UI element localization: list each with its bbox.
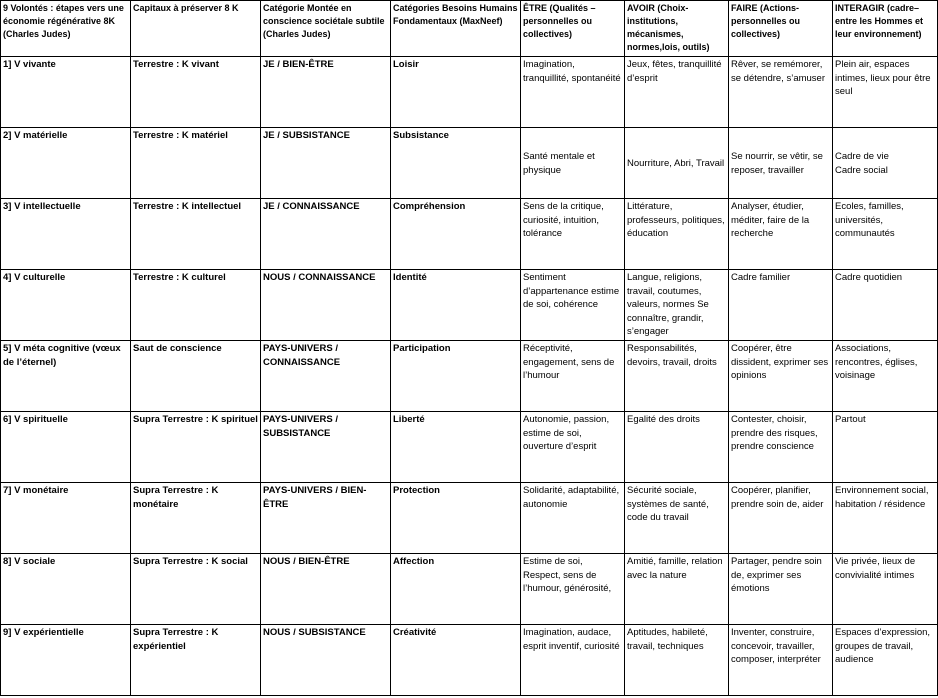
cell-avoir: Aptitudes, habileté, travail, techniques xyxy=(625,625,729,696)
cell-etre: Imagination, audace, esprit inventif, curiosité xyxy=(521,625,625,696)
cell-avoir: Sécurité sociale, systèmes de santé, code du travail xyxy=(625,483,729,554)
table-row xyxy=(1,199,938,270)
cell-besoin: Subsistance xyxy=(391,128,521,199)
cell-categorie: NOUS / BIEN-ÊTRE xyxy=(261,554,391,625)
header-faire: FAIRE (Actions- personnelles ou collectives) xyxy=(729,1,833,57)
header-volonte: 9 Volontés : étapes vers une économie régénérative 8K (Charles Judes) xyxy=(1,1,131,57)
cell-faire: Se nourrir, se vêtir, se reposer, travailler xyxy=(729,128,833,199)
cell-etre: Santé mentale et physique xyxy=(521,128,625,199)
cell-capital: Supra Terrestre : K social xyxy=(131,554,261,625)
table-row xyxy=(1,270,938,341)
cell-faire: Coopérer, être dissident, exprimer ses opinions xyxy=(729,341,833,412)
table-row xyxy=(1,483,938,554)
cell-etre: Autonomie, passion, estime de soi, ouverture d’esprit xyxy=(521,412,625,483)
cell-faire: Inventer, construire, concevoir, travailler, composer, interpréter xyxy=(729,625,833,696)
cell-avoir: Responsabilités, devoirs, travail, droits xyxy=(625,341,729,412)
cell-interagir: Associations, rencontres, églises, voisinage xyxy=(833,341,938,412)
cell-categorie: JE / CONNAISSANCE xyxy=(261,199,391,270)
header-row xyxy=(1,1,938,57)
cell-avoir: Nourriture, Abri, Travail xyxy=(625,128,729,199)
cell-categorie: NOUS / SUBSISTANCE xyxy=(261,625,391,696)
cell-capital: Supra Terrestre : K monétaire xyxy=(131,483,261,554)
cell-etre: Sens de la critique, curiosité, intuition, tolérance xyxy=(521,199,625,270)
cell-categorie: PAYS-UNIVERS / CONNAISSANCE xyxy=(261,341,391,412)
cell-besoin: Créativité xyxy=(391,625,521,696)
cell-categorie: JE / BIEN-ÊTRE xyxy=(261,57,391,128)
cell-capital: Terrestre : K matériel xyxy=(131,128,261,199)
cell-capital: Terrestre : K culturel xyxy=(131,270,261,341)
cell-interagir: Partout xyxy=(833,412,938,483)
cell-volonte: 5] V méta cognitive (vœux de l’éternel) xyxy=(1,341,131,412)
header-interagir: INTERAGIR (cadre– entre les Hommes et leur environnement) xyxy=(833,1,938,57)
cell-capital: Supra Terrestre : K expérientiel xyxy=(131,625,261,696)
cell-categorie: PAYS-UNIVERS / BIEN-ÊTRE xyxy=(261,483,391,554)
cell-volonte: 1] V vivante xyxy=(1,57,131,128)
header-besoin: Catégories Besoins Humains Fondamentaux (MaxNeef) xyxy=(391,1,521,57)
cell-besoin: Loisir xyxy=(391,57,521,128)
cell-capital: Terrestre : K intellectuel xyxy=(131,199,261,270)
table-row xyxy=(1,128,938,199)
cell-etre: Imagination, tranquillité, spontanéité xyxy=(521,57,625,128)
cell-avoir: Langue, religions, travail, coutumes, valeurs, normes Se connaître, grandir, s’engager xyxy=(625,270,729,341)
cell-interagir: Ecoles, familles, universités, communautés xyxy=(833,199,938,270)
cell-etre: Sentiment d’appartenance estime de soi, cohérence xyxy=(521,270,625,341)
table-row xyxy=(1,625,938,696)
cell-volonte: 6] V spirituelle xyxy=(1,412,131,483)
table-row xyxy=(1,412,938,483)
cell-interagir: Cadre quotidien xyxy=(833,270,938,341)
cell-volonte: 2] V matérielle xyxy=(1,128,131,199)
cell-interagir: Espaces d’expression, groupes de travail, audience xyxy=(833,625,938,696)
cell-capital: Supra Terrestre : K spirituel xyxy=(131,412,261,483)
cell-categorie: PAYS-UNIVERS / SUBSISTANCE xyxy=(261,412,391,483)
cell-faire: Analyser, étudier, méditer, faire de la recherche xyxy=(729,199,833,270)
cell-besoin: Protection xyxy=(391,483,521,554)
cell-besoin: Identité xyxy=(391,270,521,341)
cell-faire: Contester, choisir, prendre des risques, prendre conscience xyxy=(729,412,833,483)
table-row xyxy=(1,57,938,128)
cell-besoin: Liberté xyxy=(391,412,521,483)
cell-besoin: Affection xyxy=(391,554,521,625)
header-categorie: Catégorie Montée en conscience sociétale subtile (Charles Judes) xyxy=(261,1,391,57)
header-etre: ÊTRE (Qualités – personnelles ou collectives) xyxy=(521,1,625,57)
cell-volonte: 9] V expérientielle xyxy=(1,625,131,696)
cell-besoin: Compréhension xyxy=(391,199,521,270)
cell-volonte: 8] V sociale xyxy=(1,554,131,625)
cell-besoin: Participation xyxy=(391,341,521,412)
cell-capital: Saut de conscience xyxy=(131,341,261,412)
header-capital: Capitaux à préserver 8 K xyxy=(131,1,261,57)
cell-interagir: Cadre de vie Cadre social xyxy=(833,128,938,199)
cell-volonte: 7] V monétaire xyxy=(1,483,131,554)
cell-avoir: Littérature, professeurs, politiques, éducation xyxy=(625,199,729,270)
table-row xyxy=(1,341,938,412)
cell-faire: Cadre familier xyxy=(729,270,833,341)
cell-etre: Réceptivité, engagement, sens de l’humour xyxy=(521,341,625,412)
cell-interagir: Vie privée, lieux de convivialité intimes xyxy=(833,554,938,625)
cell-faire: Partager, pendre soin de, exprimer ses émotions xyxy=(729,554,833,625)
cell-faire: Coopérer, planifier, prendre soin de, aider xyxy=(729,483,833,554)
header-avoir: AVOIR (Choix- institutions, mécanismes, normes,lois, outils) xyxy=(625,1,729,57)
cell-interagir: Environnement social, habitation / résidence xyxy=(833,483,938,554)
cell-categorie: NOUS / CONNAISSANCE xyxy=(261,270,391,341)
table-row xyxy=(1,554,938,625)
cell-categorie: JE / SUBSISTANCE xyxy=(261,128,391,199)
cell-volonte: 3] V intellectuelle xyxy=(1,199,131,270)
cell-etre: Estime de soi, Respect, sens de l’humour, générosité, xyxy=(521,554,625,625)
cell-avoir: Egalité des droits xyxy=(625,412,729,483)
cell-avoir: Jeux, fêtes, tranquillité d’esprit xyxy=(625,57,729,128)
cell-volonte: 4] V culturelle xyxy=(1,270,131,341)
cell-faire: Rêver, se remémorer, se détendre, s’amuser xyxy=(729,57,833,128)
cell-etre: Solidarité, adaptabilité, autonomie xyxy=(521,483,625,554)
cell-interagir: Plein air, espaces intimes, lieux pour être seul xyxy=(833,57,938,128)
cell-capital: Terrestre : K vivant xyxy=(131,57,261,128)
cell-avoir: Amitié, famille, relation avec la nature xyxy=(625,554,729,625)
